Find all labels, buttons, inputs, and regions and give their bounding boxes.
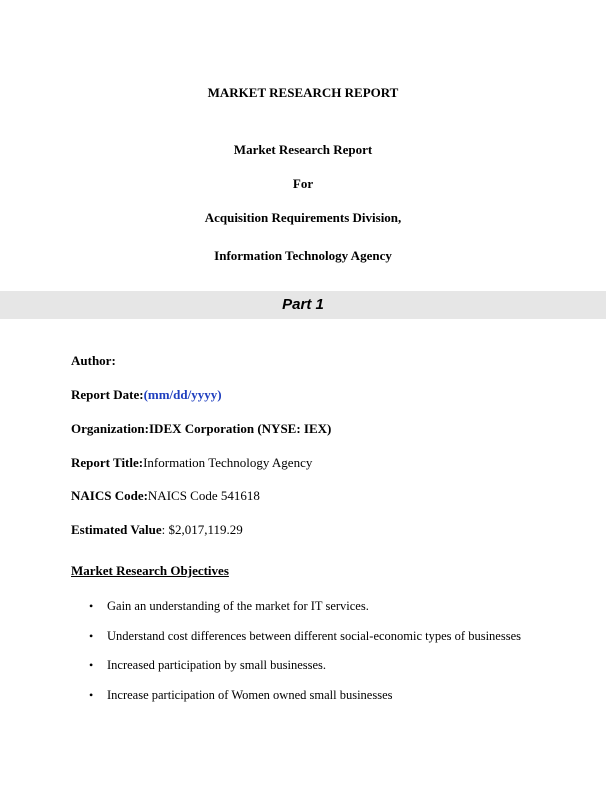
part-label: Part 1 bbox=[282, 296, 324, 313]
objective-text: Understand cost differences between different social-economic types of businesses bbox=[107, 628, 521, 643]
organization-field bbox=[71, 421, 331, 437]
naics-code-value: NAICS Code 541618 bbox=[147, 488, 260, 503]
organization-value: IDEX Corporation (NYSE: IEX) bbox=[149, 421, 332, 436]
bullet-icon: • bbox=[89, 658, 94, 672]
estimated-value-label: Estimated Value bbox=[71, 522, 162, 537]
report-title-field bbox=[71, 455, 312, 471]
bullet-icon: • bbox=[89, 628, 94, 643]
list-item bbox=[87, 628, 521, 658]
list-item bbox=[87, 687, 521, 717]
objectives-list bbox=[87, 598, 521, 716]
report-subtitle-line-1: Market Research Report bbox=[233, 142, 373, 157]
report-subtitle-line-3: Acquisition Requirements Division, bbox=[204, 210, 402, 225]
report-date-label: Report Date: bbox=[71, 387, 144, 402]
author-label: Author: bbox=[71, 353, 116, 368]
objective-text: Increased participation by small businesses. bbox=[107, 658, 327, 672]
report-main-title: MARKET RESEARCH REPORT bbox=[207, 85, 399, 100]
objective-text: Gain an understanding of the market for IT services. bbox=[107, 599, 369, 613]
report-title-value: Information Technology Agency bbox=[143, 455, 313, 470]
bullet-icon: • bbox=[89, 687, 94, 702]
objective-text: Increase participation of Women owned small businesses bbox=[107, 687, 393, 702]
bullet-icon: • bbox=[89, 599, 94, 613]
report-title-label: Report Title: bbox=[71, 455, 144, 470]
report-date-field bbox=[71, 387, 222, 403]
list-item bbox=[87, 657, 521, 687]
organization-label: Organization: bbox=[71, 421, 149, 436]
naics-code-label: NAICS Code: bbox=[71, 488, 148, 503]
list-item bbox=[87, 598, 521, 628]
report-subtitle-line-2: For bbox=[292, 176, 314, 191]
estimated-value-field bbox=[71, 522, 243, 538]
objectives-heading: Market Research Objectives bbox=[71, 563, 229, 578]
estimated-value-amount: : $2,017,119.29 bbox=[161, 522, 243, 537]
report-date-value: (mm/dd/yyyy) bbox=[143, 387, 222, 402]
part-section-bar bbox=[0, 291, 606, 319]
report-subtitle-line-4: Information Technology Agency bbox=[214, 248, 392, 263]
naics-code-field bbox=[71, 488, 260, 504]
author-field bbox=[71, 353, 116, 369]
